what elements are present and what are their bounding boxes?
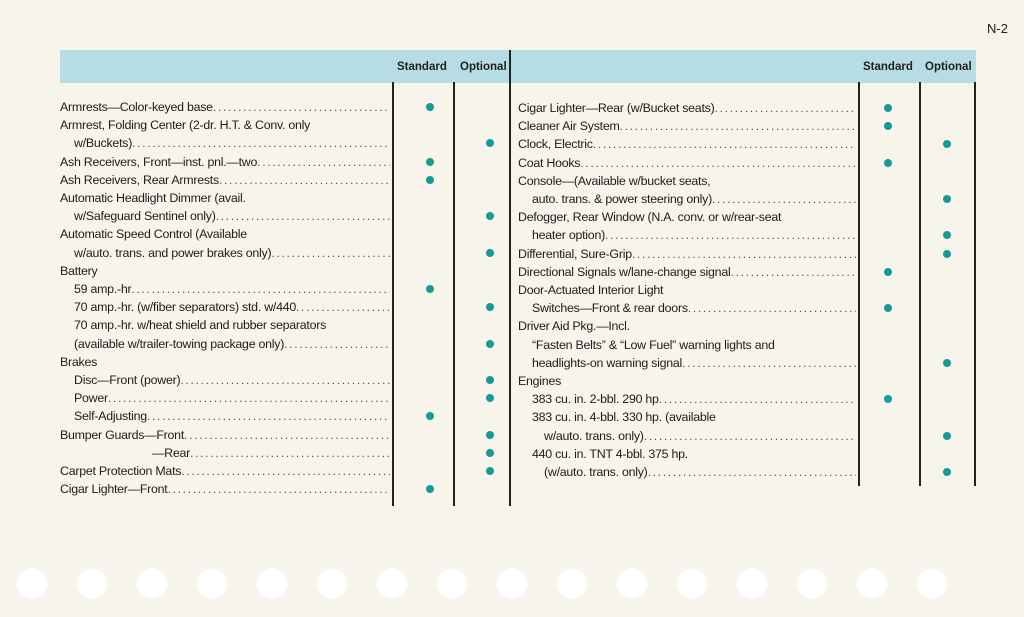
dot-leader	[620, 117, 856, 135]
left-spec-label: Disc—Front (power)	[74, 373, 181, 387]
dot-leader	[284, 335, 390, 353]
binder-hole	[136, 567, 168, 599]
left-standard-marker	[426, 485, 434, 493]
left-spec-label: Automatic Speed Control (Available	[60, 227, 247, 242]
left-spec-label: Brakes	[60, 354, 98, 369]
left-spec-label: w/Buckets)	[74, 136, 133, 151]
dot-leader	[257, 153, 390, 171]
left-optional-rule	[453, 82, 455, 506]
binder-hole	[316, 567, 348, 599]
right-optional-marker	[943, 195, 951, 203]
left-spec-row	[60, 171, 390, 189]
dot-leader	[580, 154, 856, 172]
right-spec-label: “Fasten Belts” & “Low Fuel” warning lights and	[532, 337, 775, 352]
dot-leader	[213, 98, 390, 116]
left-spec-row	[152, 444, 390, 462]
right-spec-label: Cleaner Air System	[518, 119, 620, 134]
right-spec-row	[518, 208, 856, 226]
left-spec-label: Ash Receivers, Front—inst. pnl.—two	[60, 154, 258, 169]
right-spec-label: Driver Aid Pkg.—Incl.	[518, 319, 630, 334]
dot-leader	[219, 171, 390, 189]
left-spec-label: —Rear	[152, 445, 190, 460]
right-spec-row	[518, 372, 856, 390]
left-optional-header: Optional	[460, 61, 507, 73]
right-spec-label: w/auto. trans. only)	[544, 428, 644, 443]
right-spec-row	[544, 463, 856, 481]
right-spec-label: Clock, Electric	[518, 137, 593, 152]
dot-leader	[180, 371, 390, 389]
right-optional-marker	[943, 432, 951, 440]
dot-leader	[730, 263, 856, 281]
left-optional-marker	[486, 376, 494, 384]
left-spec-row	[74, 389, 390, 407]
right-optional-marker	[943, 468, 951, 476]
dot-leader	[190, 444, 390, 462]
right-standard-marker	[884, 395, 892, 403]
right-spec-row	[532, 408, 856, 426]
right-spec-row	[532, 354, 856, 372]
left-spec-row	[74, 407, 390, 425]
right-standard-marker	[884, 268, 892, 276]
left-standard-rule	[392, 82, 394, 506]
dot-leader	[688, 299, 856, 317]
dot-leader	[632, 245, 856, 263]
left-spec-row	[60, 116, 390, 134]
left-spec-label: w/auto. trans. and power brakes only)	[74, 245, 272, 260]
dot-leader	[659, 390, 856, 408]
right-spec-row	[518, 281, 856, 299]
right-spec-row	[532, 190, 856, 208]
left-standard-marker	[426, 412, 434, 420]
right-edge-rule	[974, 82, 976, 486]
left-spec-label: Armrests—Color-keyed base	[60, 100, 213, 114]
dot-leader	[168, 480, 391, 498]
left-optional-marker	[486, 340, 494, 348]
left-optional-marker	[486, 449, 494, 457]
right-spec-label: Door-Actuated Interior Light	[518, 283, 664, 297]
left-spec-row	[60, 98, 390, 116]
right-spec-label: headlights-on warning signal	[532, 355, 683, 370]
binder-hole	[376, 567, 408, 599]
binder-hole	[616, 567, 648, 599]
binder-hole	[436, 567, 468, 599]
dot-leader	[271, 244, 390, 262]
dot-leader	[216, 207, 390, 225]
left-spec-label: Battery	[60, 263, 98, 278]
left-spec-row	[74, 371, 390, 389]
left-spec-row	[60, 462, 390, 480]
right-spec-label: Switches—Front & rear doors	[532, 301, 688, 316]
left-spec-row	[60, 189, 390, 207]
left-spec-row	[74, 335, 390, 353]
dot-leader	[593, 135, 856, 153]
right-spec-label: Engines	[518, 374, 562, 388]
left-standard-marker	[426, 103, 434, 111]
left-spec-label: Self-Adjusting	[74, 409, 147, 424]
left-spec-label: (available w/trailer-towing package only)	[74, 336, 285, 351]
right-standard-marker	[884, 104, 892, 112]
left-spec-row	[60, 353, 390, 371]
right-optional-marker	[943, 359, 951, 367]
dot-leader	[108, 389, 390, 407]
dot-leader	[147, 407, 390, 425]
page-number: N-2	[987, 21, 1008, 36]
left-standard-marker	[426, 158, 434, 166]
left-spec-row	[60, 153, 390, 171]
left-spec-label: Automatic Headlight Dimmer (avail.	[60, 191, 246, 205]
left-spec-label: Carpet Protection Mats	[60, 464, 182, 478]
right-optional-rule	[919, 82, 921, 486]
left-optional-marker	[486, 212, 494, 220]
right-spec-label: Cigar Lighter—Rear (w/Bucket seats)	[518, 101, 715, 115]
right-optional-header: Optional	[925, 61, 972, 73]
left-spec-label: Bumper Guards—Front	[60, 427, 185, 442]
right-spec-row	[518, 245, 856, 263]
binder-hole	[76, 567, 108, 599]
right-standard-rule	[858, 82, 860, 486]
right-spec-row	[518, 172, 856, 190]
binder-hole	[916, 567, 948, 599]
left-spec-row	[74, 298, 390, 316]
dot-leader	[181, 462, 390, 480]
right-optional-marker	[943, 140, 951, 148]
left-optional-marker	[486, 467, 494, 475]
left-spec-label: Ash Receivers, Rear Armrests	[60, 172, 219, 187]
binder-hole	[16, 567, 48, 599]
left-spec-row	[74, 244, 390, 262]
binder-hole	[556, 567, 588, 599]
left-spec-row	[74, 280, 390, 298]
right-spec-row	[532, 445, 856, 463]
left-spec-label: Power	[74, 391, 108, 406]
right-spec-label: auto. trans. & power steering only)	[532, 192, 712, 206]
right-optional-marker	[943, 231, 951, 239]
right-spec-label: 440 cu. in. TNT 4-bbl. 375 hp.	[532, 446, 688, 461]
right-spec-label: Defogger, Rear Window (N.A. conv. or w/rear-seat	[518, 210, 782, 225]
right-spec-label: heater option)	[532, 228, 605, 243]
right-spec-row	[532, 336, 856, 354]
right-spec-label: 383 cu. in. 4-bbl. 330 hp. (available	[532, 410, 716, 425]
right-spec-row	[532, 390, 856, 408]
right-spec-row	[518, 135, 856, 153]
dot-leader	[132, 134, 390, 152]
dot-leader	[605, 226, 856, 244]
dot-leader	[296, 298, 390, 316]
binder-hole	[256, 567, 288, 599]
dot-leader	[644, 427, 856, 445]
left-spec-label: 70 amp.-hr. w/heat shield and rubber separators	[74, 318, 327, 333]
right-spec-row	[532, 299, 856, 317]
left-spec-row	[60, 262, 390, 280]
binder-hole	[496, 567, 528, 599]
left-spec-label: 59 amp.-hr	[74, 282, 132, 296]
left-spec-row	[60, 225, 390, 243]
dot-leader	[712, 190, 856, 208]
right-standard-marker	[884, 122, 892, 130]
binder-hole	[196, 567, 228, 599]
left-optional-marker	[486, 394, 494, 402]
binder-hole	[856, 567, 888, 599]
dot-leader	[184, 426, 390, 444]
right-optional-marker	[943, 250, 951, 258]
left-spec-row	[74, 316, 390, 334]
right-spec-label: 383 cu. in. 2-bbl. 290 hp	[532, 392, 659, 407]
right-standard-marker	[884, 304, 892, 312]
right-spec-row	[544, 427, 856, 445]
left-optional-marker	[486, 139, 494, 147]
right-spec-label: Differential, Sure-Grip	[518, 246, 632, 261]
left-spec-row	[60, 480, 390, 498]
right-spec-label: Directional Signals w/lane-change signal	[518, 264, 731, 279]
right-spec-row	[518, 117, 856, 135]
left-spec-label: Cigar Lighter—Front	[60, 482, 168, 497]
left-optional-marker	[486, 303, 494, 311]
left-standard-marker	[426, 285, 434, 293]
left-standard-marker	[426, 176, 434, 184]
left-spec-row	[60, 426, 390, 444]
dot-leader	[714, 99, 856, 117]
right-spec-label: Coat Hooks	[518, 155, 581, 170]
left-standard-header: Standard	[397, 61, 447, 73]
right-spec-label: (w/auto. trans. only)	[544, 465, 648, 479]
right-standard-marker	[884, 159, 892, 167]
right-spec-row	[518, 99, 856, 117]
left-optional-marker	[486, 249, 494, 257]
binder-hole	[796, 567, 828, 599]
left-spec-label: Armrest, Folding Center (2-dr. H.T. & Conv. only	[60, 118, 311, 133]
left-optional-marker	[486, 431, 494, 439]
right-spec-label: Console—(Available w/bucket seats,	[518, 173, 711, 188]
dot-leader	[648, 463, 856, 481]
dot-leader	[131, 280, 390, 298]
left-spec-row	[74, 207, 390, 225]
right-spec-row	[518, 317, 856, 335]
dot-leader	[682, 354, 856, 372]
binder-hole	[736, 567, 768, 599]
binder-hole	[676, 567, 708, 599]
right-spec-row	[518, 154, 856, 172]
left-spec-row	[74, 134, 390, 152]
right-spec-row	[518, 263, 856, 281]
left-spec-label: 70 amp.-hr. (w/fiber separators) std. w/440	[74, 300, 297, 315]
right-standard-header: Standard	[863, 61, 913, 73]
right-spec-row	[532, 226, 856, 244]
center-rule	[509, 50, 511, 506]
left-spec-label: w/Safeguard Sentinel only)	[74, 209, 216, 224]
